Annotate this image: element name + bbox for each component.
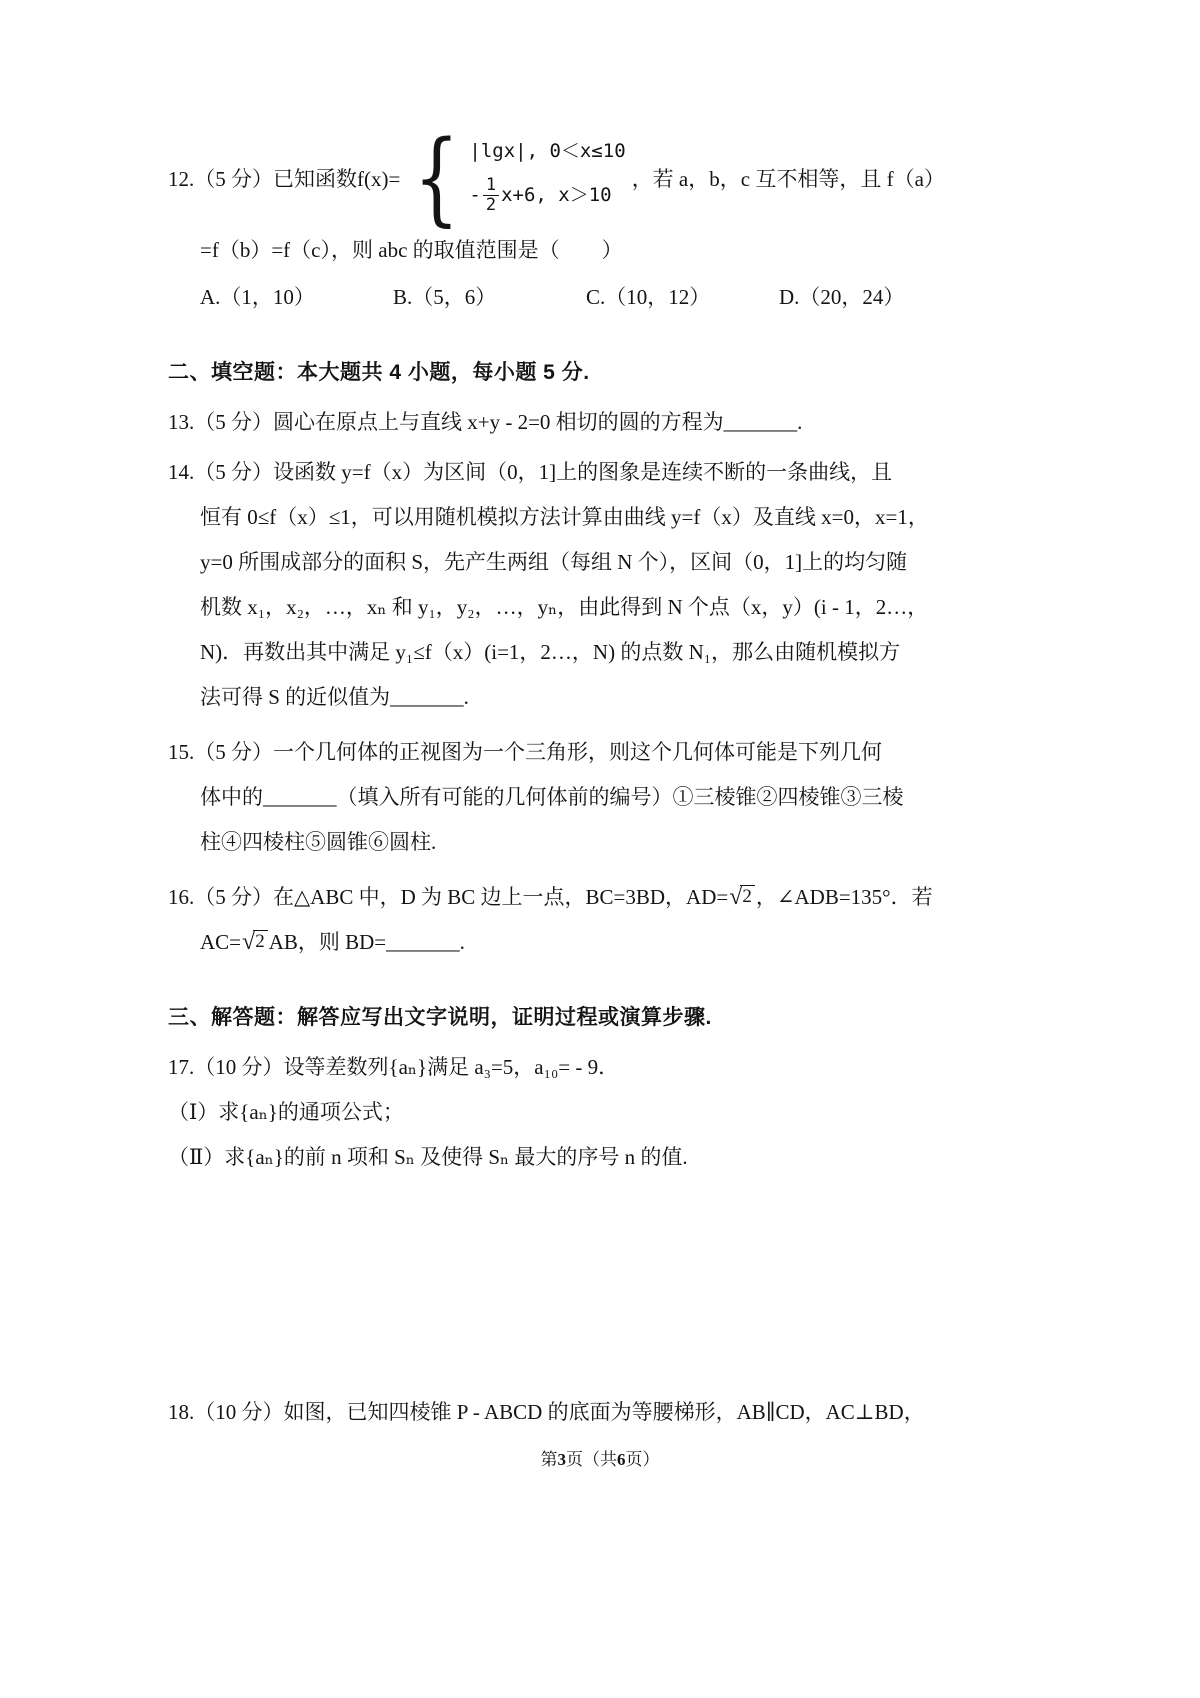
piecewise-brace: { <box>413 119 460 237</box>
minus-sign: - <box>469 184 481 207</box>
option-d: D.（20，24） <box>779 285 905 309</box>
q15-line-2: 体中的_______（填入所有可能的几何体前的编号）①三棱锥②四棱锥③三棱 <box>200 785 904 809</box>
piecewise-case-2-expression: x+6, x＞10 <box>501 184 612 207</box>
q14-line-6: 法可得 S 的近似值为_______. <box>200 685 469 709</box>
sqrt-2-first <box>729 885 755 909</box>
page-footer <box>0 1448 1200 1472</box>
q16-line-2 <box>168 920 1150 965</box>
fraction-numerator: 1 <box>483 176 499 197</box>
sqrt-2-second <box>242 930 268 954</box>
piecewise-function <box>406 119 626 237</box>
footer-mid: 页（共 <box>566 1450 617 1469</box>
q16-line-1-post: ，∠ADB=135°．若 <box>755 885 933 909</box>
option-a: A.（1，10） <box>200 285 315 309</box>
q14-line-1: 14.（5 分）设函数 y=f（x）为区间（0，1]上的图象是连续不断的一条曲线，且 <box>168 460 893 484</box>
q16-line-2-pre: AC= <box>200 930 242 954</box>
fraction-one-half <box>483 176 499 216</box>
question-15 <box>168 730 1150 865</box>
footer-post: 页） <box>625 1450 660 1469</box>
radical-sign: √ <box>729 884 743 910</box>
piecewise-case-1: |lgx|, 0＜x≤10 <box>469 140 626 163</box>
radicand: 2 <box>740 885 755 909</box>
option-c: C.（10，12） <box>586 285 711 309</box>
q12-pre-text: 12.（5 分）已知函数f(x)= <box>168 167 401 191</box>
q17-line-1: 17.（10 分）设等差数列{aₙ}满足 a₃=5，a₁₀= - 9． <box>168 1055 620 1079</box>
question-14 <box>168 450 1150 720</box>
question-17 <box>168 1045 1150 1180</box>
q14-line-4: 机数 x₁，x₂，…，xₙ 和 y₁，y₂，…，yₙ，由此得到 N 个点（x，y）(i - 1，2…， <box>200 595 929 619</box>
piecewise-case-2 <box>469 176 625 216</box>
question-16 <box>168 875 1150 965</box>
q14-line-2: 恒有 0≤f（x）≤1，可以用随机模拟方法计算由曲线 y=f（x）及直线 x=0，x=1， <box>200 505 929 529</box>
question-12-line-2: =f（b）=f（c），则 abc 的取值范围是（ ） <box>200 238 623 262</box>
q16-line-1-pre: 16.（5 分）在△ABC 中，D 为 BC 边上一点，BC=3BD，AD= <box>168 885 729 909</box>
question-13: 13.（5 分）圆心在原点上与直线 x+y - 2=0 相切的圆的方程为_______. <box>168 410 803 434</box>
q17-part-2: （Ⅱ）求{aₙ}的前 n 项和 Sₙ 及使得 Sₙ 最大的序号 n 的值. <box>168 1145 688 1169</box>
fraction-denominator: 2 <box>485 195 497 216</box>
radicand: 2 <box>253 930 268 954</box>
footer-pre: 第 <box>540 1450 558 1469</box>
option-b: B.（5，6） <box>393 285 497 309</box>
question-12-line-1 <box>168 119 1150 237</box>
piecewise-cases <box>469 140 625 216</box>
q14-line-3: y=0 所围成部分的面积 S，先产生两组（每组 N 个），区间（0，1]上的均匀随 <box>200 550 908 574</box>
radical-sign: √ <box>242 929 256 955</box>
question-12-options <box>168 275 1150 320</box>
footer-page-number: 3 <box>557 1450 566 1469</box>
q14-line-5: N)．再数出其中满足 y₁≤f（x）(i=1，2…，N) 的点数 N₁，那么由随机模拟方 <box>200 640 901 664</box>
section-3-title: 三、解答题：解答应写出文字说明，证明过程或演算步骤. <box>168 1006 712 1029</box>
question-18: 18.（10 分）如图，已知四棱锥 P - ABCD 的底面为等腰梯形，AB∥CD，AC⊥BD， <box>168 1400 925 1424</box>
q12-post-text: ，若 a，b，c 互不相等，且 f（a） <box>631 167 945 191</box>
q16-line-2-post: AB，则 BD=_______. <box>268 930 465 954</box>
q17-part-1: （Ⅰ）求{aₙ}的通项公式； <box>168 1100 404 1124</box>
q15-line-1: 15.（5 分）一个几何体的正视图为一个三角形，则这个几何体可能是下列几何 <box>168 740 882 764</box>
q15-line-3: 柱④四棱柱⑤圆锥⑥圆柱. <box>200 830 437 854</box>
footer-total-pages: 6 <box>617 1450 626 1469</box>
section-2-title: 二、填空题：本大题共 4 小题，每小题 5 分. <box>168 361 590 384</box>
q16-line-1 <box>168 875 1150 920</box>
